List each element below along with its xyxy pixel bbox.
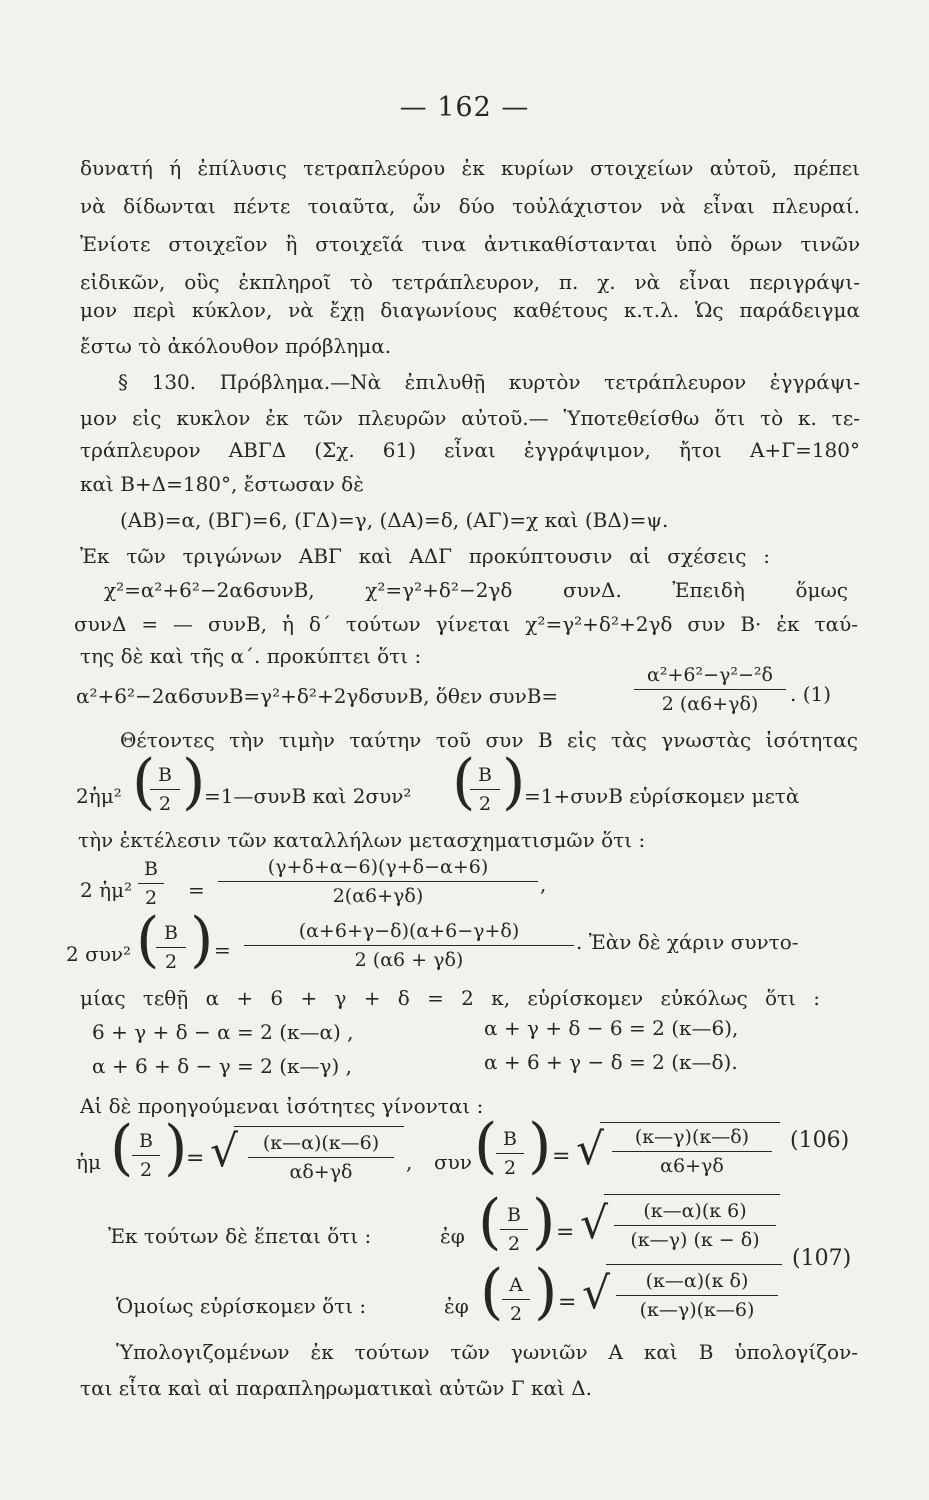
half-angle-fraction — [500, 1204, 528, 1255]
equation-2-c: =1+συνΒ εὑρίσκομεν μετὰ — [524, 784, 800, 808]
equation-number: . (1) — [790, 682, 832, 706]
equation-2-a: 2ἡμ² — [76, 784, 122, 808]
fraction-denominator: α6+γδ — [660, 1155, 724, 1177]
eq107-tan: ἐφ — [440, 1224, 465, 1248]
equation-6b: α + γ + δ − 6 = 2 (κ—6), — [484, 1016, 739, 1040]
fraction-numerator: Β — [507, 1204, 521, 1226]
equation-number: (106) — [790, 1128, 850, 1153]
paren-left: ( — [132, 747, 156, 817]
text-line: ἔστω τὸ ἀκόλουθον πρόβλημα. — [80, 334, 392, 358]
eq107-fraction-2 — [616, 1270, 778, 1321]
fraction-numerator: Β — [144, 858, 158, 880]
comma: , — [406, 1150, 413, 1174]
equation-4-equals: = — [214, 938, 231, 962]
eq107-tan: ἐφ — [444, 1294, 469, 1318]
fraction-numerator: (κ—α)(κ 6) — [643, 1200, 747, 1222]
text-line: μίας τεθῇ α + 6 + γ + δ = 2 κ, εὑρίσκομεν εὐκόλως ὅτι : — [80, 986, 820, 1010]
sqrt-sign: √ — [576, 1124, 605, 1175]
equation-4-tail: . Ἐὰν δὲ χάριν συντο- — [576, 930, 799, 954]
paren-right: ) — [502, 747, 526, 817]
text-line: Ὑπολογιζομένων ἐκ τούτων τῶν γωνιῶν Α καὶ Β ὑπολογίζον- — [116, 1340, 858, 1364]
half-angle-fraction — [502, 1274, 530, 1325]
text-line: μον εἰς κυκλον ἐκ τῶν πλευρῶν αὐτοῦ.— Ὑποτεθείσθω ὅτι τὸ κ. τε- — [80, 406, 860, 430]
text-line: Αἱ δὲ προηγούμεναι ἰσότητες γίνονται : — [80, 1094, 484, 1118]
text-line: τὴν ἐκτέλεσιν τῶν καταλλήλων μετασχηματισμῶν ὅτι : — [78, 828, 646, 852]
paren-left: ( — [480, 1257, 504, 1327]
text-line: Θέτοντες τὴν τιμὴν ταύτην τοῦ συν Β εἰς τὰς γνωστὰς ἰσότητας — [120, 728, 858, 752]
equation-1-left: α²+6²−2α6συνΒ=γ²+δ²+2γδσυνΒ, ὅθεν συνΒ= — [76, 684, 559, 708]
fraction-numerator: Β — [164, 922, 178, 944]
fraction-denominator: 2 — [478, 793, 492, 815]
text-line: της δὲ καὶ τῆς α´. προκύπτει ὅτι : — [80, 644, 422, 668]
text-line: δυνατή ή ἐπίλυσις τετραπλεύρου ἐκ κυρίων στοιχείων αὐτοῦ, πρέπει — [80, 156, 860, 180]
fraction-denominator: 2 — [144, 887, 158, 909]
sqrt-bar — [604, 1194, 780, 1195]
fraction-denominator: (κ—γ) (κ − δ) — [630, 1229, 760, 1251]
text-line: Ἐνίοτε στοιχεῖον ἢ στοιχεῖά τινα ἀντικαθίστανται ὑπὸ ὅρων τινῶν — [80, 232, 860, 256]
paren-right: ) — [190, 905, 214, 975]
sqrt-sign: √ — [582, 1268, 611, 1319]
eq107-fraction-1 — [614, 1200, 776, 1251]
fraction-denominator: 2 — [158, 793, 172, 815]
fraction-denominator: (κ—γ)(κ—6) — [639, 1299, 755, 1321]
sqrt-sign: √ — [210, 1126, 239, 1177]
text-line: ται εἶτα καὶ αἱ παραπληρωματικαὶ αὐτῶν Γ καὶ Δ. — [80, 1376, 593, 1400]
paren-left: ( — [452, 747, 476, 817]
equals-sign: = — [556, 1220, 575, 1245]
fraction-denominator: 2 — [509, 1303, 523, 1325]
text-line: τράπλευρον ΑΒΓΔ (Σχ. 61) εἶναι ἐγγράψιμον, ἤτοι Α+Γ=180° — [80, 438, 860, 462]
equation-1-fraction — [634, 664, 786, 715]
text-line: μον περὶ κύκλον, νὰ ἔχῃ διαγωνίους καθέτους κ.τ.λ. Ὡς παράδειγμα — [80, 298, 860, 322]
text-line: καὶ Β+Δ=180°, ἔστωσαν δὲ — [80, 472, 364, 496]
fraction-denominator: αδ+γδ — [289, 1161, 353, 1183]
fraction-numerator: (α+6+γ−δ)(α+6−γ+δ) — [298, 920, 520, 942]
fraction-numerator: (κ—γ)(κ—δ) — [634, 1126, 750, 1148]
page-number: — 162 — — [399, 92, 530, 123]
text-line: συνΔ = — συνΒ, ἡ δ´ τούτων γίνεται χ²=γ²+δ²+2γδ συν Β· ἐκ ταύ- — [74, 612, 858, 636]
equation-line: χ²=α²+6²−2α6συνΒ, χ²=γ²+δ²−2γδ συνΔ. Ἐπειδὴ ὅμως — [104, 578, 848, 602]
equals-sign: = — [186, 1146, 205, 1171]
equation-4-fraction — [244, 920, 574, 971]
text-line: εἰδικῶν, οὓς ἐκπληροῖ τὸ τετράπλευρον, π. χ. νὰ εἶναι περιγράψι- — [80, 270, 860, 294]
equation-4-left: 2 συν² — [66, 942, 132, 966]
half-angle-fraction — [470, 764, 500, 815]
fraction-numerator: Β — [478, 764, 492, 786]
fraction-numerator: Β — [158, 764, 172, 786]
equation-3-fraction — [218, 856, 538, 907]
equation-7a: α + 6 + δ − γ = 2 (κ—γ) , — [92, 1054, 352, 1078]
fraction-denominator: 2 (α6+γδ) — [661, 693, 759, 715]
equation-7b: α + 6 + γ − δ = 2 (κ—δ). — [484, 1050, 738, 1074]
fraction-denominator: 2 (α6 + γδ) — [354, 949, 464, 971]
fraction-denominator: 2(α6+γδ) — [332, 885, 424, 907]
fraction-numerator: α²+6²−γ²−²δ — [647, 664, 773, 686]
sqrt-sign: √ — [580, 1198, 609, 1249]
paren-right: ) — [534, 1257, 558, 1327]
fraction-numerator: (κ—α)(κ δ) — [645, 1270, 749, 1292]
fraction-denominator: 2 — [139, 1159, 153, 1181]
sqrt-bar — [606, 1264, 782, 1265]
equation-3-equals: = — [188, 878, 205, 902]
equals-sign: = — [558, 1290, 577, 1315]
eq106-fraction-2 — [612, 1126, 772, 1177]
fraction-numerator: Α — [509, 1274, 523, 1296]
text-line: Ἐκ τούτων δὲ ἕπεται ὅτι : — [108, 1224, 372, 1248]
equals-sign: = — [552, 1144, 571, 1169]
equation-2-b: =1—συνΒ καὶ 2συν² — [204, 784, 412, 808]
eq106-cos: συν — [434, 1150, 472, 1174]
paren-right: ) — [182, 747, 206, 817]
equation-6a: 6 + γ + δ − α = 2 (κ—α) , — [92, 1020, 354, 1044]
fraction-numerator: Β — [139, 1130, 153, 1152]
paren-left: ( — [478, 1187, 502, 1257]
paren-left: ( — [136, 905, 160, 975]
fraction-numerator: (κ—α)(κ—6) — [262, 1132, 380, 1154]
text-line: (ΑΒ)=α, (ΒΓ)=6, (ΓΔ)=γ, (ΔΑ)=δ, (ΑΓ)=χ καὶ (ΒΔ)=ψ. — [120, 508, 669, 532]
sqrt-bar — [234, 1126, 404, 1127]
fraction-numerator: Β — [503, 1128, 517, 1150]
section-heading: § 130. Πρόβλημα.—Νὰ ἐπιλυθῇ κυρτὸν τετράπλευρον ἐγγράψι- — [118, 370, 860, 394]
paren-left: ( — [474, 1111, 498, 1181]
equation-3-left: 2 ἡμ² — [80, 878, 133, 902]
equation-number: (107) — [792, 1246, 852, 1271]
fraction-denominator: 2 — [507, 1233, 521, 1255]
paren-left: ( — [110, 1113, 134, 1183]
paren-right: ) — [528, 1111, 552, 1181]
equation-3-tail: , — [540, 872, 547, 896]
sqrt-bar — [600, 1122, 780, 1123]
half-angle-fraction — [132, 1130, 160, 1181]
half-angle-fraction — [138, 858, 164, 909]
text-line: νὰ δίδωνται πέντε τοιαῦτα, ὧν δύο τοὐλάχιστον νὰ εἶναι πλευραί. — [80, 194, 860, 218]
fraction-denominator: 2 — [164, 951, 178, 973]
eq106-fraction-1 — [248, 1132, 394, 1183]
paren-right: ) — [164, 1113, 188, 1183]
text-line: Ἐκ τῶν τριγώνων ΑΒΓ καὶ ΑΔΓ προκύπτουσιν αἱ σχέσεις : — [80, 544, 770, 568]
half-angle-fraction — [156, 922, 186, 973]
paren-right: ) — [532, 1187, 556, 1257]
half-angle-fraction — [150, 764, 180, 815]
text-line: Ὁμοίως εὑρίσκομεν ὅτι : — [116, 1294, 367, 1318]
fraction-denominator: 2 — [503, 1157, 517, 1179]
half-angle-fraction — [496, 1128, 524, 1179]
eq106-sin: ἡμ — [76, 1150, 101, 1174]
fraction-numerator: (γ+δ+α−6)(γ+δ−α+6) — [267, 856, 489, 878]
